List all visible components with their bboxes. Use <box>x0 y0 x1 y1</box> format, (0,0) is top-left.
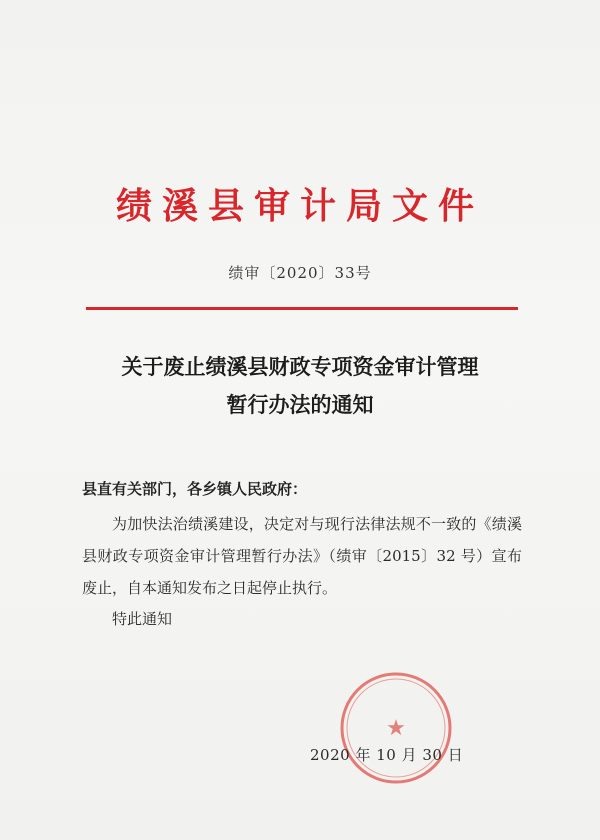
notice-title <box>0 348 600 424</box>
salutation: 县直有关部门，各乡镇人民政府： <box>82 480 308 498</box>
document-number: 绩审〔2020〕33号 <box>228 264 372 282</box>
red-divider-line <box>86 307 518 310</box>
svg-text:★: ★ <box>386 716 406 741</box>
issuer-header-title: 绩溪县审计局文件 <box>115 185 484 227</box>
notice-title-line-1: 关于废止绩溪县财政专项资金审计管理 <box>121 354 479 379</box>
body-paragraph: 为加快法治绩溪建设，决定对与现行法律法规不一致的《绩溪县财政专项资金审计管理暂行办法》（绩审〔2015〕32 号）宣布废止，自本通知发布之日起停止执行。 <box>82 515 522 597</box>
issue-date: 2020 年 10 月 30 日 <box>310 746 464 764</box>
closing-phrase: 特此通知 <box>112 610 173 628</box>
official-seal-stamp <box>336 668 456 788</box>
notice-title-line-2: 暂行办法的通知 <box>226 392 374 417</box>
